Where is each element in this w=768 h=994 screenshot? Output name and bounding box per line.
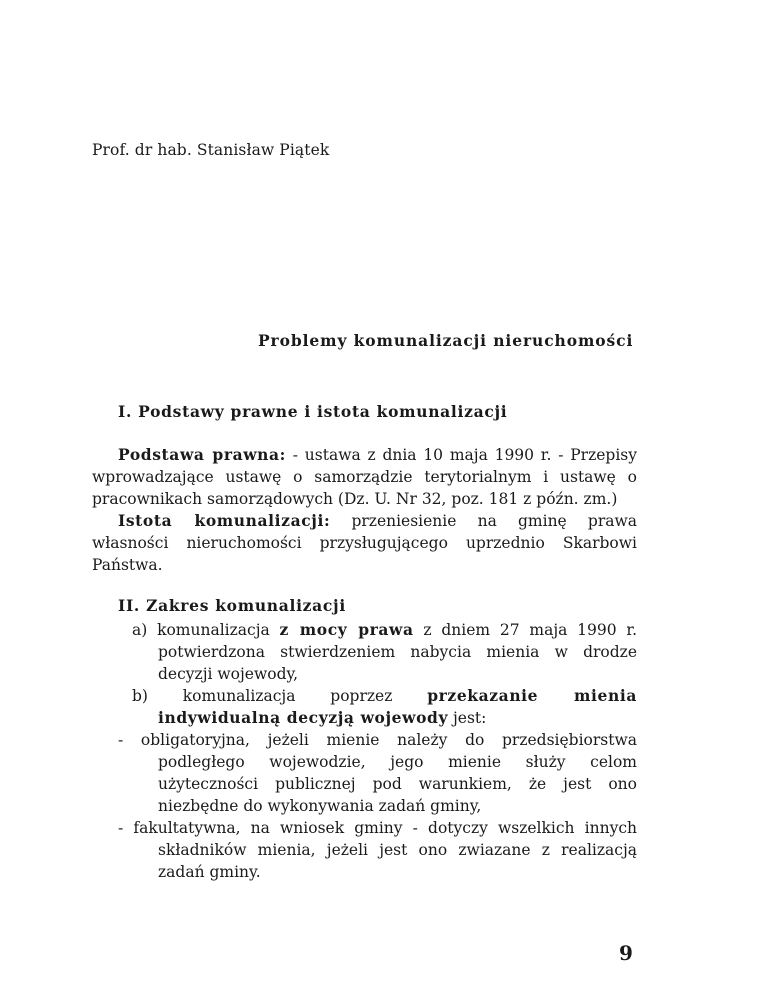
item-a-bold: z mocy prawa	[279, 620, 414, 639]
scope-list	[118, 619, 637, 883]
legal-basis-text: - ustawa z dnia 10 maja 1990 r. - Przepisy wprowadzające ustawę o samorządzie terytorialnym i ustawę o pracownikach samorządowych (Dz. U. Nr 32, poz. 181 z późn. zm.)	[92, 446, 637, 508]
item-a-prefix: a) komunalizacja	[132, 621, 280, 639]
list-item-a	[118, 619, 637, 685]
paragraph-essence	[92, 510, 637, 576]
essence-label: Istota komunalizacji:	[118, 511, 331, 530]
item-a-suffix: z dniem 27 maja 1990 r. potwierdzona stwierdzeniem nabycia mienia w drodze decyzji wojewody,	[158, 621, 638, 683]
list-item-optional: - fakultatywna, na wniosek gminy - dotyczy wszelkich innych składników mienia, jeżeli jest ono zwiazane z realizacją zadań gminy.	[118, 819, 637, 881]
page-number: 9	[619, 941, 633, 965]
legal-basis-label: Podstawa prawna:	[118, 445, 287, 464]
list-item-b	[118, 685, 637, 729]
essence-text: przeniesienie na gminę prawa własności nieruchomości przysługującego uprzednio Skarbowi Państwa.	[92, 512, 637, 574]
document-title: Problemy komunalizacji nieruchomości	[258, 331, 634, 350]
author-name: Prof. dr hab. Stanisław Piątek	[92, 141, 330, 159]
item-b-suffix: jest:	[448, 709, 487, 727]
section-heading-2: II. Zakres komunalizacji	[118, 596, 346, 615]
list-item-obligatory: - obligatoryjna, jeżeli mienie należy do przedsiębiorstwa podległego wojewodzie, jego mienie służy celom użyteczności publicznej pod warunkiem, że jest ono niezbędne do wykonywania zadań gminy,	[118, 731, 637, 815]
item-b-prefix: b) komunalizacja poprzez	[132, 687, 428, 705]
item-b-bold: przekazanie mienia indywidualną decyzją wojewody	[158, 686, 637, 727]
section-heading-1: I. Podstawy prawne i istota komunalizacji	[118, 402, 508, 421]
paragraph-legal-basis	[92, 444, 637, 510]
